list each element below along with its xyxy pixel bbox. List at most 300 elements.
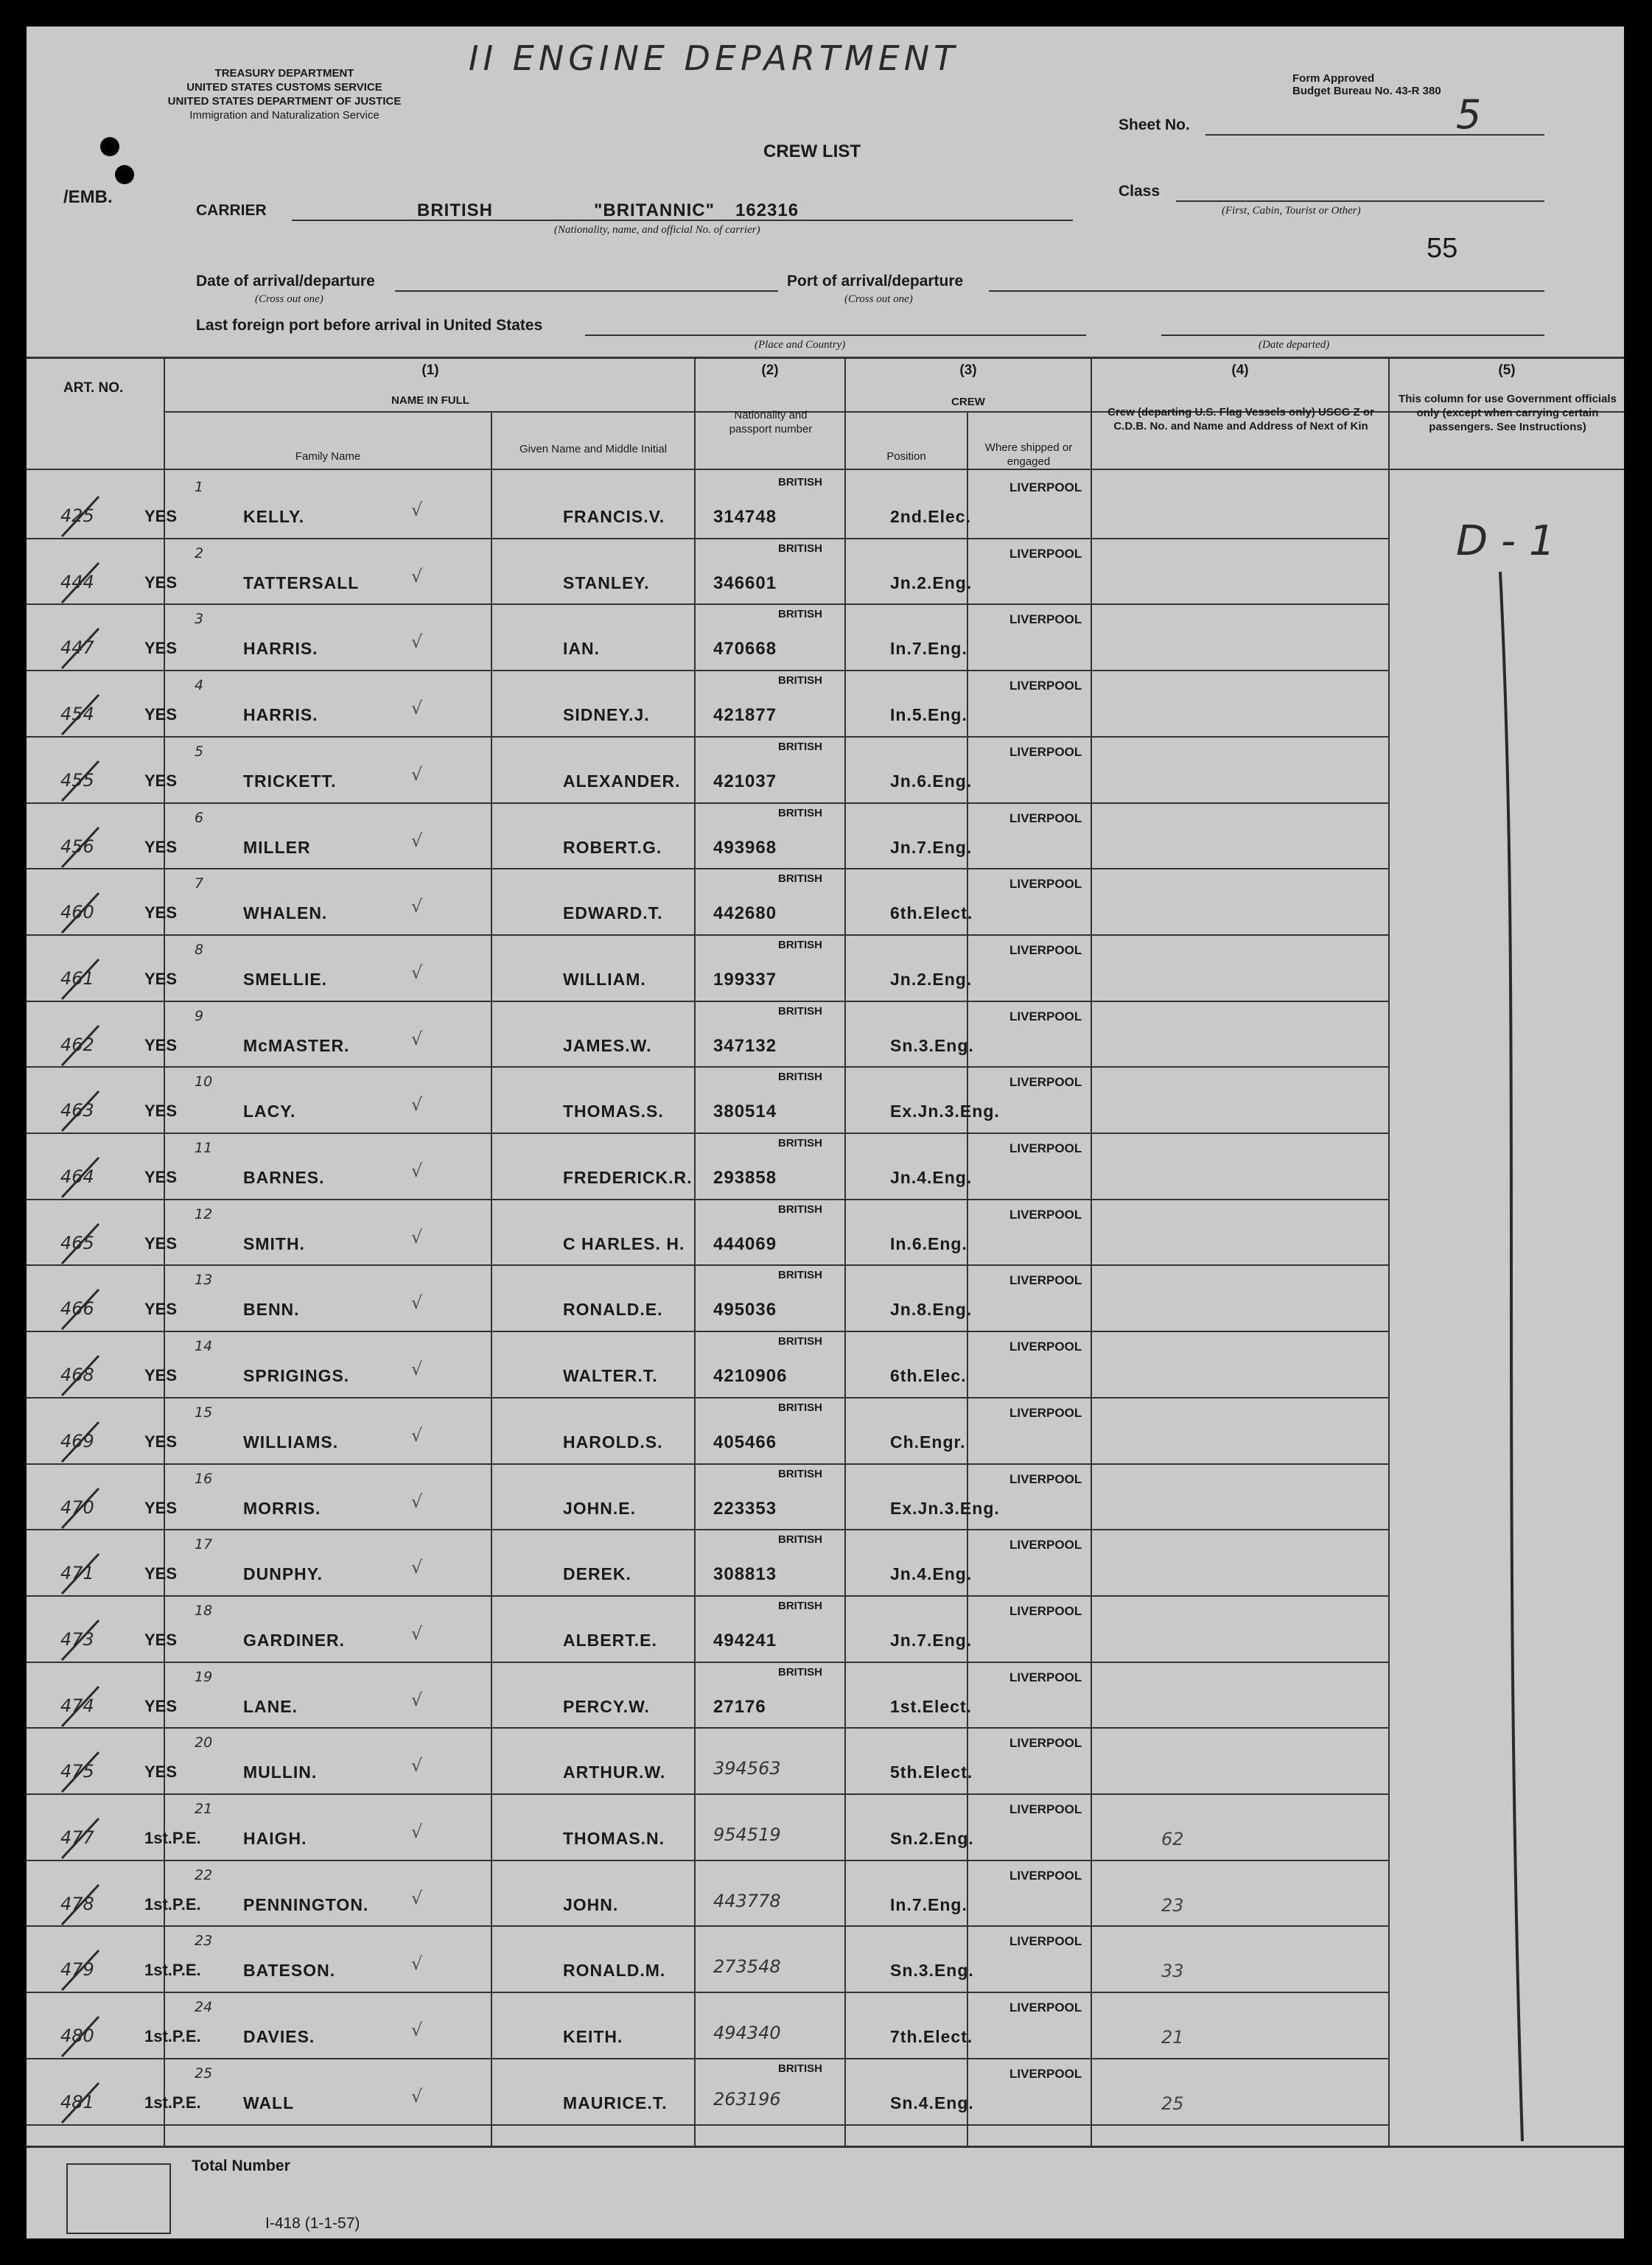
passport-number: 421877 <box>713 705 777 726</box>
strike-mark <box>56 1085 108 1137</box>
where-shipped: LIVERPOOL <box>1009 942 1082 957</box>
entry-status: YES <box>144 771 178 790</box>
where-shipped: LIVERPOOL <box>1009 1273 1082 1288</box>
row-number: 10 <box>195 1074 213 1091</box>
row-divider <box>27 1463 1388 1465</box>
passport-number: 293858 <box>713 1168 777 1188</box>
check-mark-icon: √ <box>411 698 423 719</box>
row-divider <box>27 736 1388 738</box>
family-name: DUNPHY. <box>243 1564 323 1584</box>
row-divider <box>27 1727 1388 1729</box>
where-shipped: LIVERPOOL <box>1009 2066 1082 2081</box>
art-number: 455 <box>60 769 94 791</box>
given-name: STANLEY. <box>563 573 650 592</box>
port-line <box>989 290 1544 292</box>
table-row <box>60 869 1611 936</box>
given-name: SIDNEY.J. <box>563 705 650 725</box>
next-of-kin-note: 21 <box>1161 2027 1184 2048</box>
header-col3-num: (3) <box>959 363 977 378</box>
entry-status: 1st.P.E. <box>144 2093 201 2112</box>
form-number: I-418 (1-1-57) <box>265 2215 360 2232</box>
passport-number: 308813 <box>713 1564 777 1585</box>
where-shipped: LIVERPOOL <box>1009 1802 1082 1816</box>
nationality: BRITISH <box>778 1137 822 1149</box>
check-mark-icon: √ <box>411 1821 423 1842</box>
row-divider <box>27 1662 1388 1663</box>
strike-mark <box>56 2077 108 2129</box>
given-name: THOMAS.N. <box>563 1829 665 1848</box>
table-row <box>60 804 1611 870</box>
entry-status: YES <box>144 1630 178 1649</box>
nationality: BRITISH <box>778 872 822 886</box>
passport-number: 470668 <box>713 639 777 659</box>
table-row <box>60 1729 1611 1795</box>
where-shipped: LIVERPOOL <box>1009 744 1082 759</box>
strike-mark <box>56 1614 108 1666</box>
given-name: C HARLES. H. <box>563 1233 685 1253</box>
check-mark-icon: √ <box>411 1028 423 1049</box>
position: 6th.Elec. <box>890 1366 967 1386</box>
entry-status: YES <box>144 1366 178 1385</box>
passport-number: 4210906 <box>713 1366 788 1387</box>
position: Ex.Jn.3.Eng. <box>890 1498 1000 1518</box>
entry-status: YES <box>144 1035 178 1054</box>
position: In.7.Eng. <box>890 1894 967 1914</box>
given-name: IAN. <box>563 639 600 659</box>
sheet-number: 5 <box>1456 91 1482 138</box>
strike-mark <box>56 1681 108 1732</box>
given-name: PERCY.W. <box>563 1696 650 1716</box>
position: In.6.Eng. <box>890 1233 967 1253</box>
art-number: 481 <box>60 2091 94 2112</box>
emb-label: /EMB. <box>63 187 113 207</box>
family-name: BATESON. <box>243 1961 336 1981</box>
row-divider <box>27 1264 1388 1266</box>
family-name: HARRIS. <box>243 639 318 659</box>
table-row <box>60 605 1611 671</box>
row-number: 5 <box>195 743 204 760</box>
check-mark-icon: √ <box>411 1557 423 1578</box>
passport-number: 223353 <box>713 1498 777 1519</box>
where-shipped: LIVERPOOL <box>1009 1603 1082 1618</box>
check-mark-icon: √ <box>411 500 423 520</box>
agency-treasury: TREASURY DEPARTMENT <box>214 67 354 80</box>
check-mark-icon: √ <box>411 1094 423 1116</box>
passport-number: 494340 <box>713 2023 781 2044</box>
table-row <box>60 1398 1611 1465</box>
given-name: THOMAS.S. <box>563 1102 664 1121</box>
carrier-caption: (Nationality, name, and official No. of carrier) <box>554 224 760 236</box>
family-name: WALL <box>243 2093 295 2112</box>
strike-mark <box>56 1020 108 1071</box>
next-of-kin-note: 33 <box>1161 1961 1184 1982</box>
entry-status: 1st.P.E. <box>144 1894 201 1914</box>
last-port-label: Last foreign port before arrival in United States <box>196 317 543 334</box>
strike-mark <box>56 557 108 609</box>
position: Jn.7.Eng. <box>890 837 973 857</box>
position: Jn.2.Eng. <box>890 573 973 592</box>
art-number: 477 <box>60 1827 94 1848</box>
row-number: 19 <box>195 1668 213 1685</box>
family-name: MORRIS. <box>243 1498 321 1518</box>
entry-status: YES <box>144 1762 178 1782</box>
given-name: KEITH. <box>563 2027 623 2047</box>
next-of-kin-note: 23 <box>1161 1894 1184 1916</box>
where-shipped: LIVERPOOL <box>1009 1009 1082 1023</box>
nationality: BRITISH <box>778 2062 822 2075</box>
family-name: DAVIES. <box>243 2027 315 2047</box>
table-row <box>60 1530 1611 1597</box>
family-name: GARDINER. <box>243 1630 346 1650</box>
row-divider <box>27 1132 1388 1134</box>
passport-number: 493968 <box>713 837 777 858</box>
strike-mark <box>56 1350 108 1401</box>
family-name: SMITH. <box>243 1233 305 1253</box>
header-col5-text: This column for use Government officials only (except when carrying certain passengers. See Instructions) <box>1399 393 1617 433</box>
position: 7th.Elect. <box>890 2027 973 2047</box>
strike-mark <box>56 1416 108 1468</box>
row-divider <box>27 868 1388 869</box>
strike-mark <box>56 623 108 674</box>
row-divider <box>27 1793 1388 1795</box>
position: In.5.Eng. <box>890 705 967 725</box>
table-row <box>60 2059 1611 2126</box>
header-name-in-full: NAME IN FULL <box>391 394 469 407</box>
class-line <box>1176 200 1544 202</box>
row-divider <box>27 1331 1388 1332</box>
given-name: RONALD.M. <box>563 1961 666 1981</box>
form-approved-block <box>1292 72 1441 97</box>
carrier-name: "BRITANNIC" <box>594 200 715 220</box>
table-row <box>60 1795 1611 1861</box>
date-departed-line <box>1161 335 1544 336</box>
table-row <box>60 1597 1611 1663</box>
given-name: ALEXANDER. <box>563 771 681 791</box>
total-box <box>66 2163 171 2234</box>
check-mark-icon: √ <box>411 631 423 653</box>
strike-mark <box>56 887 108 939</box>
given-name: JOHN.E. <box>563 1498 637 1518</box>
family-name: BENN. <box>243 1300 300 1320</box>
where-shipped: LIVERPOOL <box>1009 1340 1082 1354</box>
check-mark-icon: √ <box>411 1292 423 1314</box>
art-number: 470 <box>60 1496 94 1518</box>
date-label: Date of arrival/departure <box>196 273 375 290</box>
art-number: 464 <box>60 1166 94 1187</box>
given-name: WALTER.T. <box>563 1366 658 1386</box>
entry-status: YES <box>144 837 178 856</box>
nationality: BRITISH <box>778 1533 822 1547</box>
last-port-line <box>585 335 1086 336</box>
art-number: 456 <box>60 836 94 857</box>
given-name: ALBERT.E. <box>563 1630 657 1650</box>
art-number: 478 <box>60 1893 94 1914</box>
nationality: BRITISH <box>778 1269 822 1282</box>
passport-number: 421037 <box>713 771 777 791</box>
art-number: 425 <box>60 505 94 526</box>
art-number: 444 <box>60 571 94 592</box>
where-shipped: LIVERPOOL <box>1009 1141 1082 1155</box>
row-divider <box>27 1066 1388 1068</box>
art-number: 468 <box>60 1365 94 1386</box>
check-mark-icon: √ <box>411 2020 423 2041</box>
position: Jn.8.Eng. <box>890 1300 973 1320</box>
date-line <box>395 290 778 292</box>
position: Sn.2.Eng. <box>890 1829 974 1848</box>
nationality: BRITISH <box>778 1202 822 1216</box>
nationality: BRITISH <box>778 1335 822 1348</box>
family-name: HAIGH. <box>243 1829 307 1848</box>
entry-status: YES <box>144 969 178 988</box>
where-shipped: LIVERPOOL <box>1009 1868 1082 1883</box>
class-note: 55 <box>1427 233 1458 264</box>
given-name: ARTHUR.W. <box>563 1762 666 1782</box>
header-where-shipped: Where shipped or engaged <box>984 441 1073 468</box>
art-number: 460 <box>60 902 94 923</box>
family-name: WILLIAMS. <box>243 1432 339 1452</box>
row-number: 15 <box>195 1404 213 1421</box>
where-shipped: LIVERPOOL <box>1009 480 1082 494</box>
row-number: 14 <box>195 1338 213 1355</box>
art-number: 463 <box>60 1100 94 1121</box>
entry-status: 1st.P.E. <box>144 1829 201 1847</box>
where-shipped: LIVERPOOL <box>1009 1075 1082 1090</box>
where-shipped: LIVERPOOL <box>1009 1670 1082 1684</box>
where-shipped: LIVERPOOL <box>1009 679 1082 693</box>
table-row <box>60 1266 1611 1332</box>
art-number: 474 <box>60 1695 94 1716</box>
table-top-border <box>27 357 1624 359</box>
row-number: 3 <box>195 611 204 628</box>
passport-number: 394563 <box>713 1758 781 1779</box>
row-divider <box>27 1595 1388 1597</box>
where-shipped: LIVERPOOL <box>1009 1471 1082 1486</box>
family-name: PENNINGTON. <box>243 1894 369 1914</box>
family-name: SPRIGINGS. <box>243 1366 350 1386</box>
check-mark-icon: √ <box>411 1359 423 1380</box>
strike-mark <box>56 1879 108 1930</box>
header-col4-num: (4) <box>1231 363 1249 378</box>
margin-note: D - 1 <box>1456 517 1555 565</box>
entry-status: YES <box>144 1233 178 1253</box>
header-col4-text: Crew (departing U.S. Flag Vessels only) USCG Z or C.D.B. No. and Name and Address of Next of Kin <box>1107 406 1374 433</box>
check-mark-icon: √ <box>411 1622 423 1644</box>
row-number: 23 <box>195 1933 213 1950</box>
table-row <box>60 1200 1611 1267</box>
class-label: Class <box>1119 183 1161 200</box>
carrier-nationality: BRITISH <box>417 200 493 220</box>
nationality: BRITISH <box>778 674 822 687</box>
family-name: HARRIS. <box>243 705 318 725</box>
check-mark-icon: √ <box>411 1953 423 1975</box>
row-divider <box>27 1992 1388 1993</box>
strike-mark <box>56 491 108 542</box>
next-of-kin-note: 25 <box>1161 2093 1184 2114</box>
where-shipped: LIVERPOOL <box>1009 1538 1082 1552</box>
row-number: 8 <box>195 941 204 958</box>
row-number: 2 <box>195 545 204 561</box>
passport-number: 954519 <box>713 1824 781 1845</box>
check-mark-icon: √ <box>411 896 423 917</box>
port-cross-caption: (Cross out one) <box>844 293 913 305</box>
table-row <box>60 1332 1611 1398</box>
row-number: 13 <box>195 1272 213 1289</box>
total-label: Total Number <box>192 2157 290 2174</box>
position: Ex.Jn.3.Eng. <box>890 1102 1000 1121</box>
check-mark-icon: √ <box>411 962 423 983</box>
nationality: BRITISH <box>778 476 822 489</box>
position: 6th.Elect. <box>890 903 973 923</box>
row-number: 12 <box>195 1205 213 1222</box>
entry-status: YES <box>144 903 178 923</box>
sheet-label: Sheet No. <box>1119 116 1190 133</box>
table-row <box>60 1002 1611 1068</box>
class-caption: (First, Cabin, Tourist or Other) <box>1222 205 1361 217</box>
row-divider <box>27 2058 1388 2059</box>
agency-immigration: Immigration and Naturalization Service <box>189 109 379 122</box>
row-divider <box>27 1001 1388 1002</box>
nationality: BRITISH <box>778 1665 822 1678</box>
check-mark-icon: √ <box>411 565 423 587</box>
row-number: 25 <box>195 2065 213 2082</box>
row-number: 6 <box>195 809 204 826</box>
check-mark-icon: √ <box>411 1491 423 1512</box>
check-mark-icon: √ <box>411 1424 423 1446</box>
given-name: RONALD.E. <box>563 1300 663 1320</box>
header-position: Position <box>886 450 926 463</box>
row-number: 11 <box>195 1140 213 1156</box>
entry-status: YES <box>144 1300 178 1319</box>
table-row <box>60 1134 1611 1200</box>
given-name: EDWARD.T. <box>563 903 663 923</box>
strike-mark <box>56 1218 108 1270</box>
passport-number: 495036 <box>713 1300 777 1320</box>
row-number: 9 <box>195 1007 204 1024</box>
passport-number: 494241 <box>713 1630 777 1650</box>
table-row <box>60 1663 1611 1729</box>
passport-number: 27176 <box>713 1696 766 1717</box>
check-mark-icon: √ <box>411 763 423 785</box>
art-number: 480 <box>60 2026 94 2047</box>
family-name: WHALEN. <box>243 903 328 923</box>
position: 1st.Elect. <box>890 1696 972 1716</box>
nationality: BRITISH <box>778 608 822 621</box>
nationality: BRITISH <box>778 806 822 819</box>
art-number: 473 <box>60 1628 94 1650</box>
check-mark-icon: √ <box>411 1689 423 1710</box>
art-number: 469 <box>60 1430 94 1452</box>
header-nationality: Nationality and passport number <box>729 409 813 435</box>
strike-mark <box>56 1548 108 1600</box>
check-mark-icon: √ <box>411 1160 423 1181</box>
carrier-label: CARRIER <box>196 202 267 219</box>
agency-customs: UNITED STATES CUSTOMS SERVICE <box>186 81 382 94</box>
nationality: BRITISH <box>778 1599 822 1612</box>
check-mark-icon: √ <box>411 1226 423 1247</box>
strike-mark <box>56 1152 108 1203</box>
check-mark-icon: √ <box>411 830 423 851</box>
entry-status: YES <box>144 1432 178 1451</box>
row-number: 7 <box>195 875 204 892</box>
budget-bureau: Budget Bureau No. 43-R 380 <box>1292 85 1441 97</box>
passport-number: 405466 <box>713 1432 777 1452</box>
where-shipped: LIVERPOOL <box>1009 1934 1082 1949</box>
punch-hole <box>100 137 119 156</box>
table-row <box>60 1465 1611 1531</box>
entry-status: YES <box>144 1498 178 1517</box>
given-name: JAMES.W. <box>563 1035 652 1055</box>
passport-number: 380514 <box>713 1102 777 1122</box>
strike-mark <box>56 1813 108 1864</box>
entry-status: YES <box>144 705 178 724</box>
row-number: 18 <box>195 1602 213 1619</box>
passport-number: 314748 <box>713 507 777 527</box>
header-art-no: ART. NO. <box>63 380 124 396</box>
family-name: MULLIN. <box>243 1762 318 1782</box>
row-divider <box>27 1529 1388 1530</box>
strike-mark <box>56 822 108 873</box>
date-departed-caption: (Date departed) <box>1259 339 1330 351</box>
position: Jn.4.Eng. <box>890 1168 973 1187</box>
sheet-line <box>1205 134 1544 136</box>
family-name: MILLER <box>243 837 311 857</box>
position: Ch.Engr. <box>890 1432 966 1452</box>
table-row <box>60 1068 1611 1134</box>
row-divider <box>27 934 1388 936</box>
header-family-name: Family Name <box>295 450 361 463</box>
passport-number: 346601 <box>713 573 777 593</box>
position: In.7.Eng. <box>890 639 967 659</box>
family-name: McMASTER. <box>243 1035 350 1055</box>
entry-status: 1st.P.E. <box>144 2027 201 2046</box>
position: Jn.4.Eng. <box>890 1564 973 1584</box>
family-name: TRICKETT. <box>243 771 337 791</box>
header-col2-num: (2) <box>761 363 779 378</box>
nationality: BRITISH <box>778 1071 822 1084</box>
agency-justice: UNITED STATES DEPARTMENT OF JUSTICE <box>167 95 402 108</box>
given-name: DEREK. <box>563 1564 631 1584</box>
given-name: HAROLD.S. <box>563 1432 663 1452</box>
row-number: 24 <box>195 1999 213 2016</box>
row-divider <box>27 1397 1388 1398</box>
header-bottom-line <box>27 469 1624 470</box>
passport-number: 444069 <box>713 1233 777 1254</box>
given-name: FREDERICK.R. <box>563 1168 693 1187</box>
check-mark-icon: √ <box>411 2085 423 2107</box>
strike-mark <box>56 953 108 1005</box>
passport-number: 443778 <box>713 1890 781 1911</box>
crew-list-document <box>27 27 1624 2238</box>
passport-number: 273548 <box>713 1956 781 1978</box>
row-divider <box>27 1860 1388 1861</box>
table-row <box>60 1993 1611 2059</box>
nationality: BRITISH <box>778 1467 822 1480</box>
given-name: FRANCIS.V. <box>563 507 665 526</box>
where-shipped: LIVERPOOL <box>1009 546 1082 561</box>
where-shipped: LIVERPOOL <box>1009 811 1082 825</box>
passport-number: 199337 <box>713 969 777 990</box>
row-divider <box>27 1199 1388 1200</box>
entry-status: YES <box>144 639 178 658</box>
table-row <box>60 1861 1611 1928</box>
position: Jn.7.Eng. <box>890 1630 973 1650</box>
family-name: SMELLIE. <box>243 969 328 989</box>
where-shipped: LIVERPOOL <box>1009 2000 1082 2015</box>
row-number: 20 <box>195 1734 213 1751</box>
art-number: 471 <box>60 1563 94 1584</box>
row-number: 4 <box>195 677 204 694</box>
handwritten-title: II ENGINE DEPARTMENT <box>469 38 959 78</box>
